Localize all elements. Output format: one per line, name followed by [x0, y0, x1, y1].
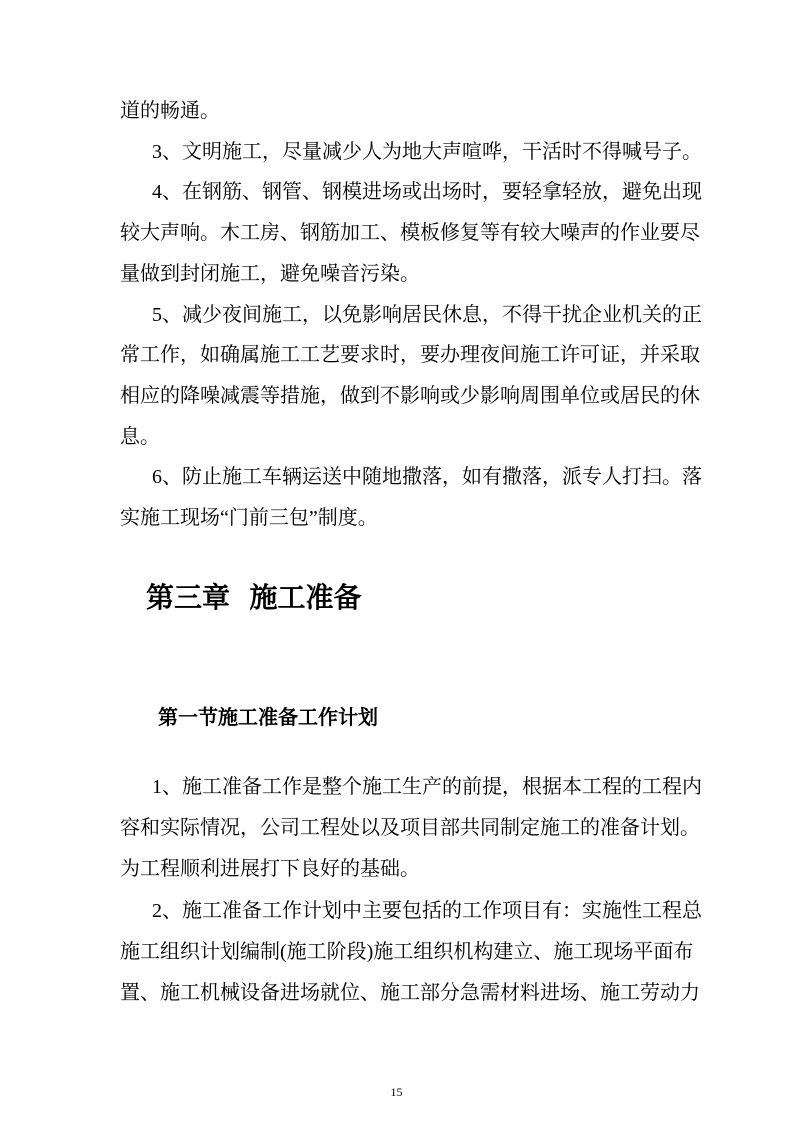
text-line: 道的畅通。 [120, 100, 220, 122]
text-line: 6、防止施工车辆运送中随地撒落，如有撒落，派专人打扫。落 [152, 466, 702, 489]
text-line: 息。 [120, 425, 160, 448]
text-line: 1、施工准备工作是整个施工生产的前提，根据本工程的工程内 [152, 776, 702, 798]
text-line: 较大声响。木工房、钢筋加工、模板修复等有较大噪声的作业要尽 [120, 222, 700, 245]
chapter-title: 第三章 施工准备 [146, 581, 362, 614]
text-line: 常工作，如确属施工工艺要求时，要办理夜间施工许可证，并采取 [120, 344, 700, 367]
text-line: 置、施工机械设备进场就位、施工部分急需材料进场、施工劳动力 [120, 982, 700, 1004]
text-line: 为工程顺利进展打下良好的基础。 [120, 858, 420, 881]
text-line: 4、在钢筋、钢管、钢模进场或出场时，要轻拿轻放，避免出现 [152, 181, 702, 204]
page-number: 15 [390, 1085, 403, 1099]
text-line: 2、施工准备工作计划中主要包括的工作项目有：实施性工程总 [152, 899, 702, 922]
text-line: 相应的降噪减震等措施，做到不影响或少影响周围单位或居民的休 [120, 384, 700, 407]
text-line: 容和实际情况，公司工程处以及项目部共同制定施工的准备计划。 [120, 817, 700, 840]
text-line: 5、减少夜间施工，以免影响居民休息，不得干扰企业机关的正 [152, 303, 702, 326]
text-line: 量做到封闭施工，避免噪音污染。 [120, 262, 420, 285]
section-title: 第一节施工准备工作计划 [158, 705, 378, 729]
text-line: 3、文明施工，尽量减少人为地大声喧哗，干活时不得喊号子。 [152, 140, 702, 163]
text-line: 实施工现场“门前三包”制度。 [120, 507, 378, 529]
text-line: 施工组织计划编制(施工阶段)施工组织机构建立、施工现场平面布 [120, 940, 694, 963]
